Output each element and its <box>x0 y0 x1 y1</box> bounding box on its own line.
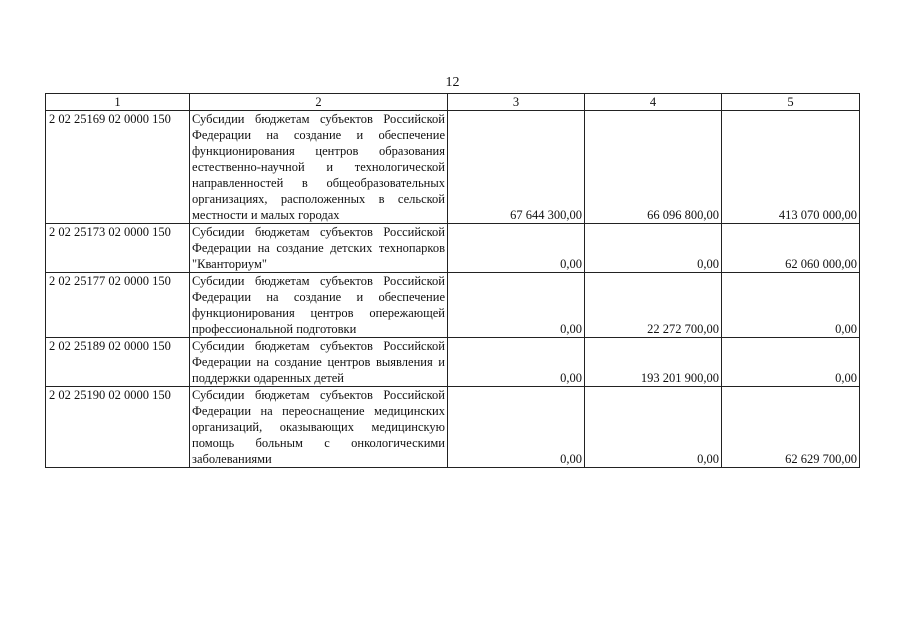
code-cell: 2 02 25173 02 0000 150 <box>46 224 190 273</box>
page-number: 12 <box>445 75 460 90</box>
value-cell-col5: 413 070 000,00 <box>722 111 860 224</box>
column-number-4: 4 <box>585 94 722 111</box>
table-row <box>46 111 860 224</box>
description-cell: Субсидии бюджетам субъектов Российской Федерации на переоснащение медицинских организаций, оказывающих медицинскую помощь больным с онкологическими заболеваниями <box>190 387 448 468</box>
value-cell-col3: 67 644 300,00 <box>448 111 585 224</box>
table-row <box>46 387 860 468</box>
description-cell: Субсидии бюджетам субъектов Российской Федерации на создание и обеспечение функционирования центров опережающей профессиональной подготовки <box>190 273 448 338</box>
table-row <box>46 338 860 387</box>
description-cell: Субсидии бюджетам субъектов Российской Федерации на создание и обеспечение функционирования центров образования естественно-научной и технологической направленностей в общеобразовательных организациях, расположенных в сельской местности и малых городах <box>190 111 448 224</box>
code-cell: 2 02 25190 02 0000 150 <box>46 387 190 468</box>
column-number-row <box>46 94 860 111</box>
value-cell-col4: 22 272 700,00 <box>585 273 722 338</box>
budget-table <box>45 93 860 468</box>
value-cell-col5: 62 629 700,00 <box>722 387 860 468</box>
value-cell-col3: 0,00 <box>448 387 585 468</box>
description-cell: Субсидии бюджетам субъектов Российской Федерации на создание детских технопарков "Кванториум" <box>190 224 448 273</box>
table-row <box>46 224 860 273</box>
value-cell-col4: 66 096 800,00 <box>585 111 722 224</box>
value-cell-col3: 0,00 <box>448 224 585 273</box>
code-cell: 2 02 25177 02 0000 150 <box>46 273 190 338</box>
column-number-5: 5 <box>722 94 860 111</box>
column-number-1: 1 <box>46 94 190 111</box>
code-cell: 2 02 25189 02 0000 150 <box>46 338 190 387</box>
value-cell-col4: 0,00 <box>585 224 722 273</box>
value-cell-col4: 193 201 900,00 <box>585 338 722 387</box>
value-cell-col5: 62 060 000,00 <box>722 224 860 273</box>
value-cell-col5: 0,00 <box>722 273 860 338</box>
value-cell-col3: 0,00 <box>448 338 585 387</box>
code-cell: 2 02 25169 02 0000 150 <box>46 111 190 224</box>
description-cell: Субсидии бюджетам субъектов Российской Федерации на создание центров выявления и поддержки одаренных детей <box>190 338 448 387</box>
column-number-2: 2 <box>190 94 448 111</box>
column-number-3: 3 <box>448 94 585 111</box>
value-cell-col5: 0,00 <box>722 338 860 387</box>
table-row <box>46 273 860 338</box>
table-body <box>46 94 860 468</box>
value-cell-col3: 0,00 <box>448 273 585 338</box>
value-cell-col4: 0,00 <box>585 387 722 468</box>
